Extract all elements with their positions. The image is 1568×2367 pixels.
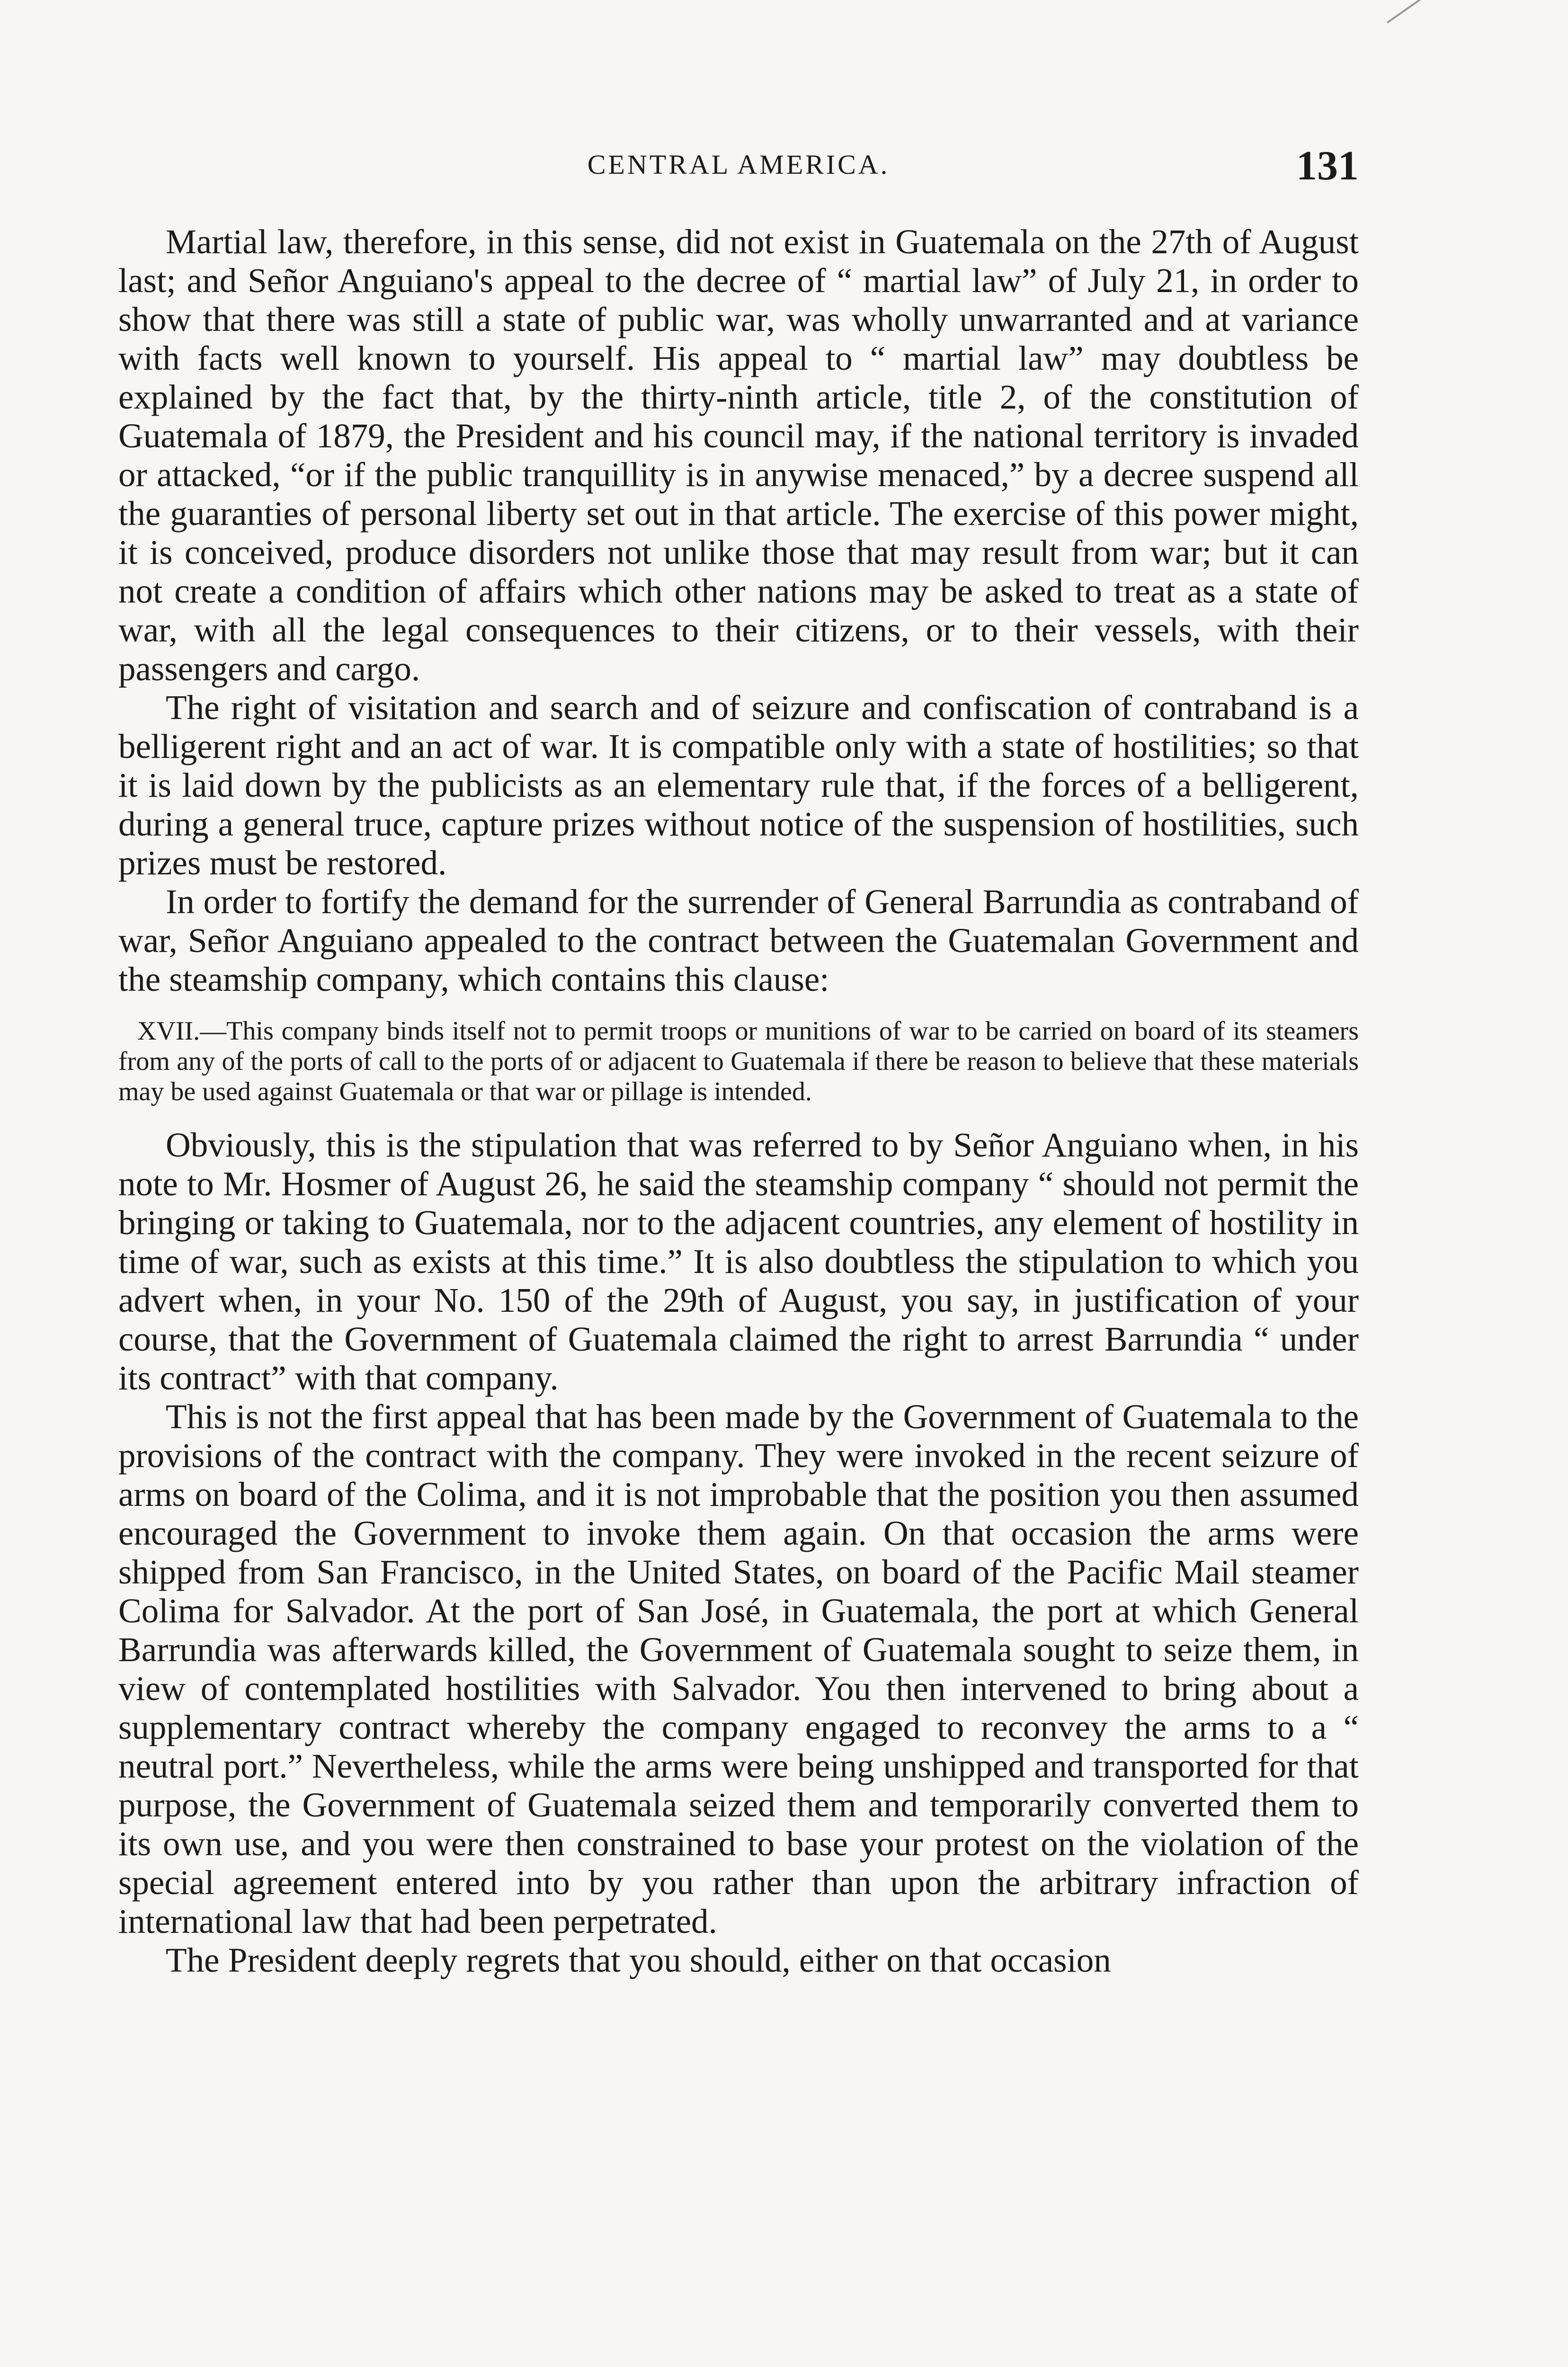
margin-mark (1387, 0, 1423, 23)
paragraph-president-regrets: The President deeply regrets that you should, either on that occasion (166, 1941, 1111, 1979)
paragraph-colima-seizure: This is not the first appeal that has been made by the Government of Guatemala to the provisions of the contract with the company. They were invoked in the recent seizure of arms on board of the Colima, and it is not improbable that the position you then assumed encouraged the Government to invoke them again. On that occasion the arms were shipped from San Francisco, in the United States, on board of the Pacific Mail steamer Colima for Salvador. At the port of San José, in Guatemala, the port at which General Barrundia was afterwards killed, the Government of Guatemala sought to seize them, in view of contemplated hostilities with Salvador. You then intervened to bring about a supplementary contract whereby the company engaged to reconvey the arms to a “ neutral port.” Nevertheless, while the arms were being unshipped and transported for that purpose, the Government of Guatemala seized them and temporarily converted them to its own use, and you were then constrained to base your protest on the violation of the special agreement entered into by you rather than upon the arbitrary infraction of international law that had been perpetrated. (118, 1397, 1359, 1940)
paragraph-stipulation: Obviously, this is the stipulation that was referred to by Señor Anguiano when, in his note to Mr. Hosmer of August 26, he said the steamship company “ should not permit the bringing or taking to Guatemala, nor to the adjacent countries, any element of hostility in time of war, such as exists at this time.” It is also doubtless the stipulation to which you advert when, in your No. 150 of the 29th of August, you say, in justification of your course, that the Government of Guatemala claimed the right to arrest Barrundia “ under its contract” with that company. (118, 1126, 1359, 1397)
paragraph-martial-law: Martial law, therefore, in this sense, did not exist in Guatemala on the 27th of August last; and Señor Anguiano's appeal to the decree of “ martial law” of July 21, in order to show that there was still a state of public war, was wholly unwarranted and at variance with facts well known to yourself. His appeal to “ martial law” may doubtless be explained by the fact that, by the thirty-ninth article, title 2, of the constitution of Guatemala of 1879, the President and his council may, if the national territory is invaded or attacked, “or if the public tranquillity is in anywise menaced,” by a decree suspend all the guaranties of personal liberty set out in that article. The exercise of this power might, it is conceived, produce disorders not unlike those that may result from war; but it can not create a condition of affairs which other nations may be asked to treat as a state of war, with all the legal consequences to their citizens, or to their vessels, with their passengers and cargo. (118, 222, 1359, 688)
body-text (118, 222, 1359, 1980)
running-header (118, 142, 1359, 194)
running-title: CENTRAL AMERICA. (587, 149, 890, 180)
paragraph-visitation-search: The right of visitation and search and of seizure and confiscation of contraband is a belligerent right and an act of war. It is compatible only with a state of hostilities; so that it is laid down by the publicists as an elementary rule that, if the forces of a belligerent, during a general truce, capture prizes without notice of the suspension of hostilities, such prizes must be restored. (118, 688, 1359, 882)
paragraph-contraband-demand: In order to fortify the demand for the surrender of General Barrundia as contraband of war, Señor Anguiano appealed to the contract between the Guatemalan Government and the steamship company, which contains this clause: (118, 882, 1359, 998)
page-number: 131 (1296, 143, 1359, 189)
contract-clause-quote: XVII.—This company binds itself not to permit troops or munitions of war to be carried on board of its steamers from any of the ports of call to the ports of or adjacent to Guatemala if there be reason to believe that these materials may be used against Guatemala or that war or pillage is intended. (118, 1016, 1359, 1106)
